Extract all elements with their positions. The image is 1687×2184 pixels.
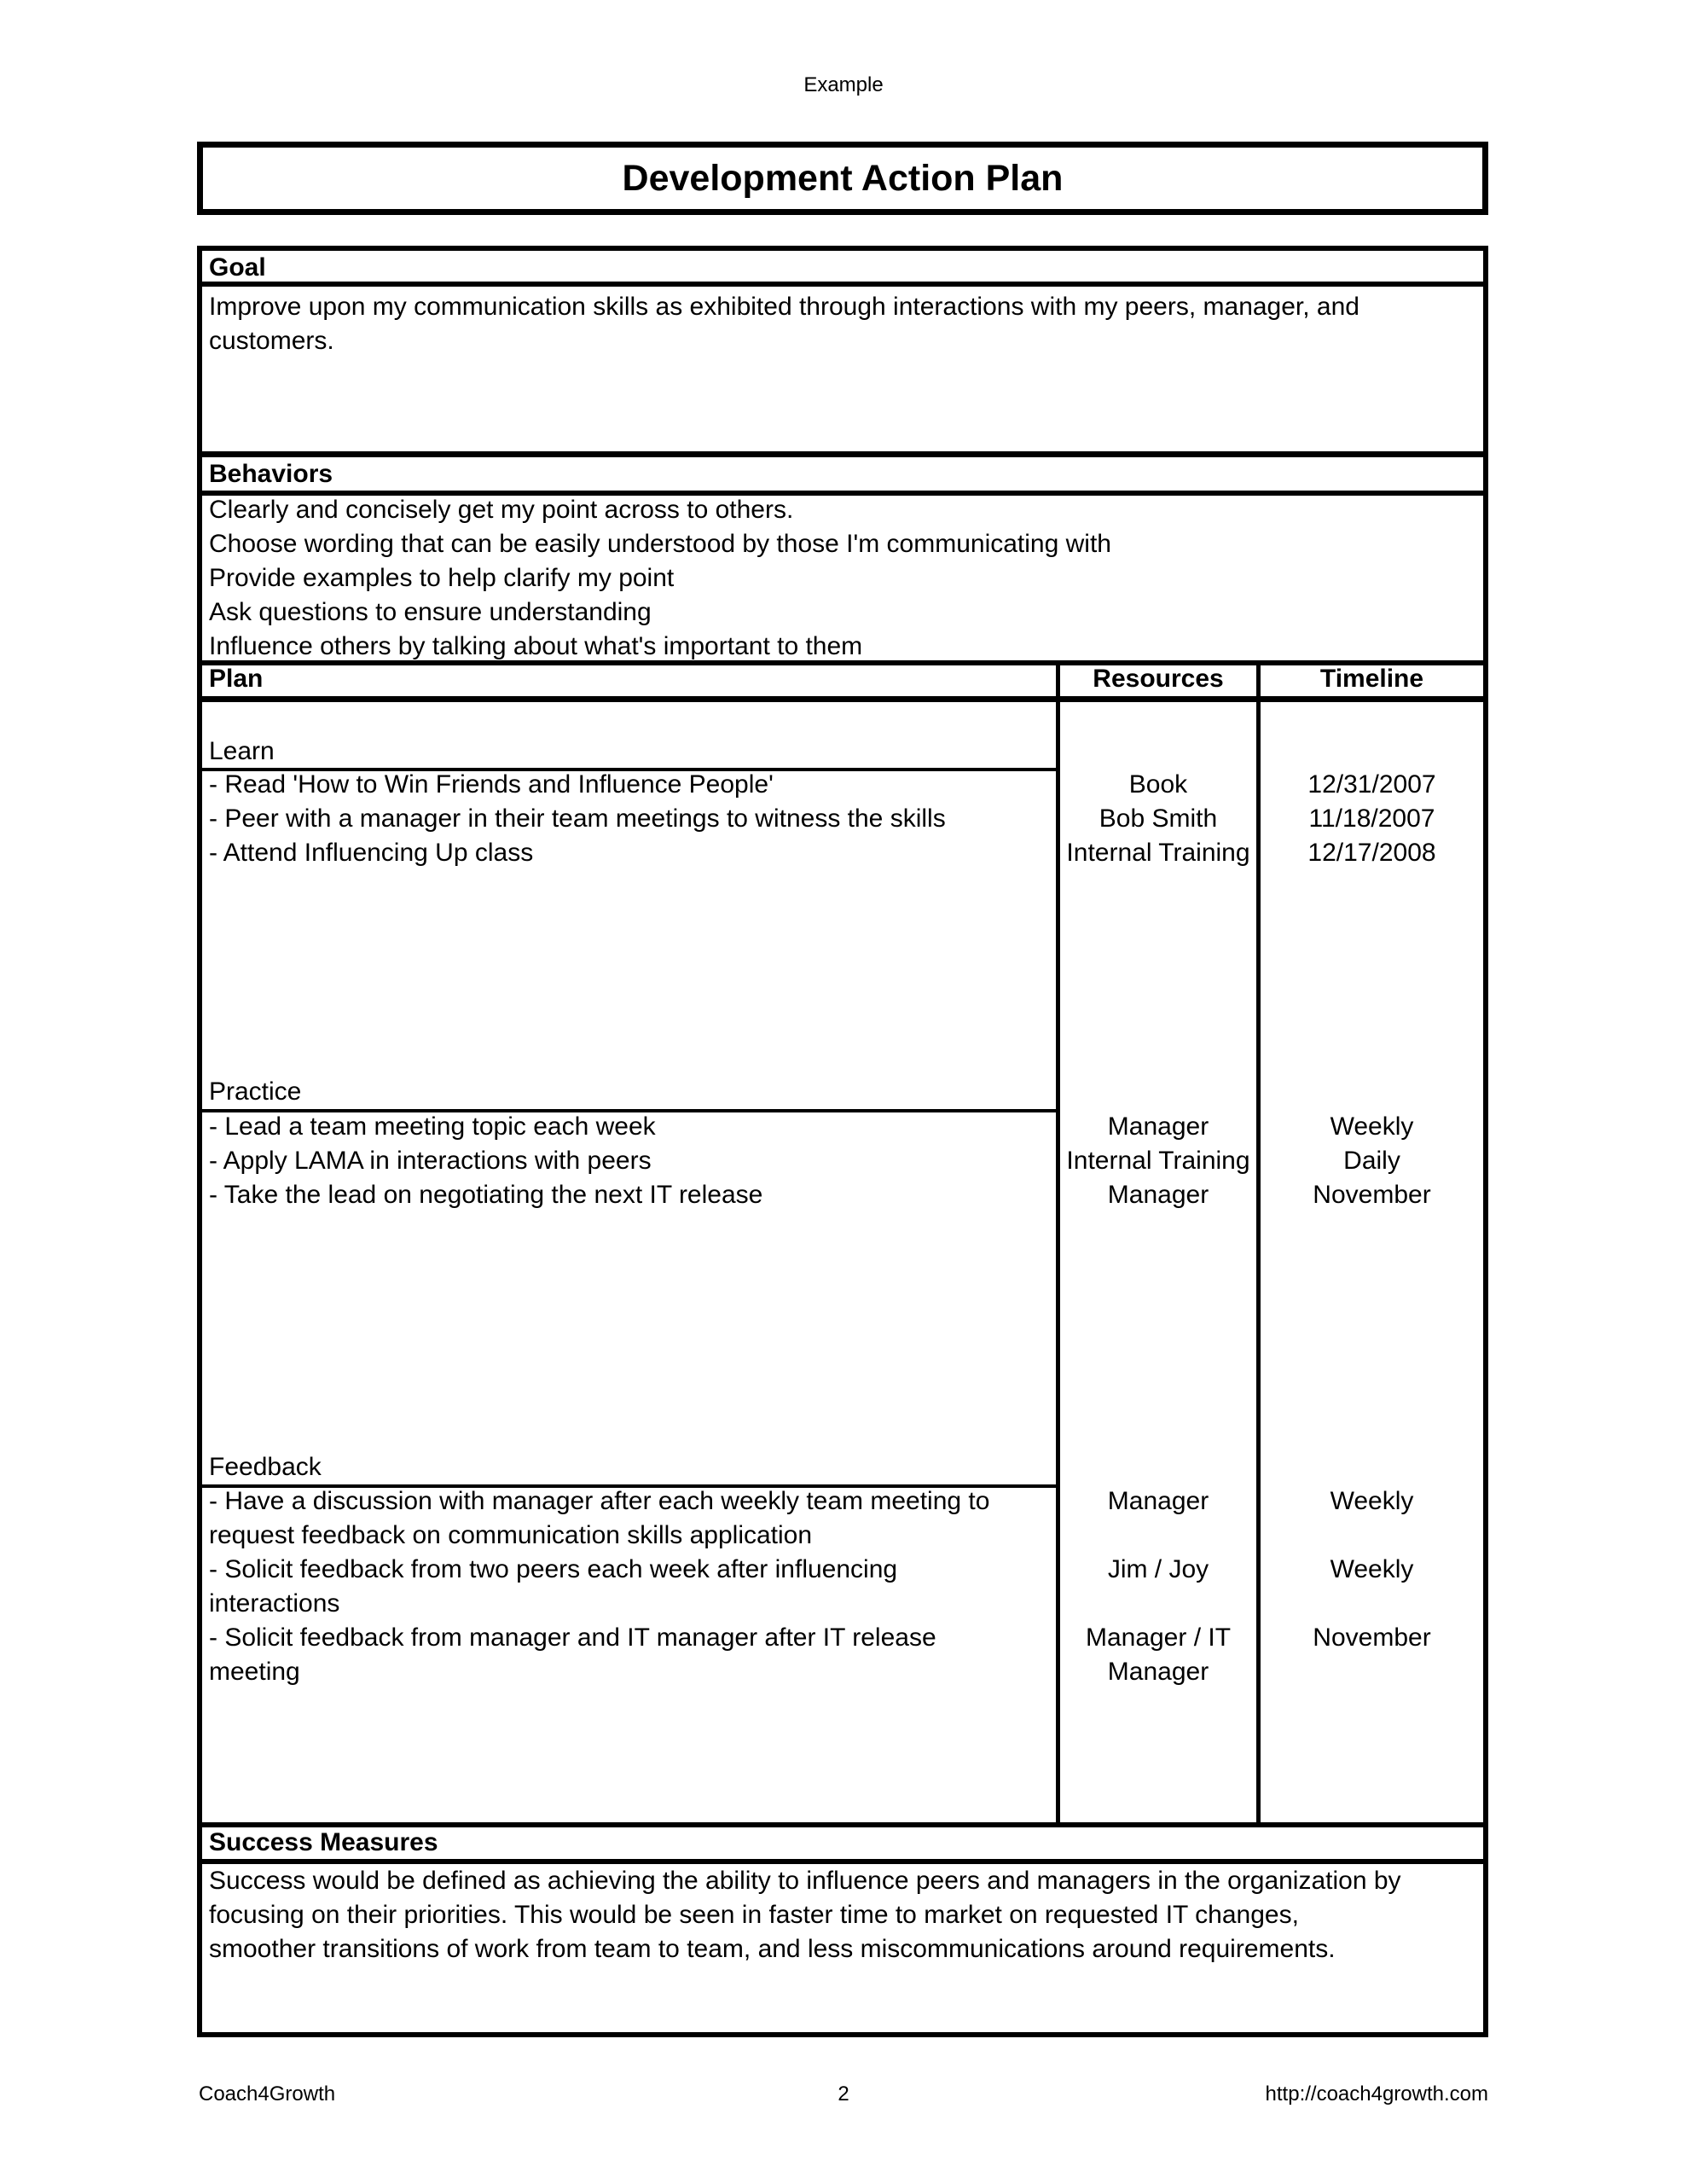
learn-timeline <box>1261 768 1483 870</box>
behavior-item: Choose wording that can be easily understood by those I'm communicating with <box>209 530 1111 558</box>
spacer <box>1261 1519 1483 1553</box>
timeline-cell: Weekly <box>1330 1112 1414 1141</box>
plan-item: - Have a discussion with manager after each weekly team meeting to <box>209 1487 990 1515</box>
plan-item-continued: interactions <box>209 1589 340 1618</box>
goal-line: Improve upon my communication skills as exhibited through interactions with my peers, manager, and <box>209 293 1359 321</box>
behavior-item: Influence others by talking about what's important to them <box>209 632 863 660</box>
plan-header: Plan <box>209 665 264 693</box>
resources-header: Resources <box>1093 665 1224 693</box>
resource-cell: Bob Smith <box>1099 804 1218 833</box>
success-measures-text <box>209 1864 1401 1966</box>
practice-timeline <box>1261 1110 1483 1212</box>
plan-item: - Read 'How to Win Friends and Influence People' <box>209 770 774 799</box>
plan-item: - Lead a team meeting topic each week <box>209 1112 656 1141</box>
success-line: focusing on their priorities. This would be seen in faster time to market on requested IT changes, <box>209 1901 1299 1929</box>
timeline-cell: 11/18/2007 <box>1308 804 1435 833</box>
plan-item: - Solicit feedback from two peers each week after influencing <box>209 1555 898 1583</box>
timeline-header: Timeline <box>1319 665 1424 693</box>
plan-item-continued: meeting <box>209 1658 300 1686</box>
page-header: Example <box>803 73 884 96</box>
action-plan-form <box>197 246 1488 2037</box>
feedback-items <box>209 1484 989 1689</box>
footer-company: Coach4Growth <box>199 2082 336 2106</box>
timeline-cell: 12/17/2008 <box>1307 839 1436 867</box>
timeline-cell: 12/31/2007 <box>1307 770 1436 799</box>
behaviors-list <box>209 493 1111 664</box>
footer-url[interactable]: http://coach4growth.com <box>1265 2082 1488 2106</box>
feedback-timeline <box>1261 1484 1483 1655</box>
timeline-cell: Weekly <box>1330 1555 1414 1583</box>
learn-items <box>209 768 946 870</box>
practice-label: Practice <box>209 1077 302 1106</box>
page-title: Development Action Plan <box>622 158 1064 199</box>
goal-label: Goal <box>209 253 266 282</box>
timeline-cell: Daily <box>1343 1147 1400 1175</box>
timeline-cell: Weekly <box>1330 1487 1414 1515</box>
learn-label: Learn <box>209 737 275 765</box>
practice-resources <box>1060 1110 1256 1212</box>
success-line: Success would be defined as achieving the ability to influence peers and managers in the organization by <box>209 1867 1401 1895</box>
practice-items <box>209 1110 762 1212</box>
timeline-cell: November <box>1313 1623 1431 1652</box>
feedback-label: Feedback <box>209 1453 322 1481</box>
goal-line: customers. <box>209 327 334 355</box>
divider <box>202 696 1483 702</box>
plan-item: - Solicit feedback from manager and IT manager after IT release <box>209 1623 936 1652</box>
divider <box>202 282 1483 287</box>
title-box <box>197 142 1488 215</box>
goal-text <box>209 290 1359 358</box>
behaviors-label: Behaviors <box>209 460 333 488</box>
behavior-item: Ask questions to ensure understanding <box>209 598 652 626</box>
divider <box>202 451 1483 457</box>
resource-cell <box>1060 1519 1256 1553</box>
plan-item: - Take the lead on negotiating the next IT release <box>209 1181 763 1209</box>
resource-cell: Manager <box>1107 1112 1209 1141</box>
footer-page-number: 2 <box>838 2082 849 2106</box>
resource-cell: Manager <box>1107 1658 1209 1686</box>
plan-item: - Peer with a manager in their team meetings to witness the skills <box>209 804 946 833</box>
success-line: smoother transitions of work from team to team, and less miscommunications around requirements. <box>209 1935 1336 1963</box>
plan-item: - Attend Influencing Up class <box>209 839 534 867</box>
resource-cell <box>1060 1587 1256 1621</box>
spacer <box>1261 1587 1483 1621</box>
success-measures-label: Success Measures <box>209 1828 438 1856</box>
timeline-cell: November <box>1313 1181 1431 1209</box>
plan-item: - Apply LAMA in interactions with peers <box>209 1147 652 1175</box>
behavior-item: Provide examples to help clarify my point <box>209 564 675 592</box>
resource-cell: Internal Training <box>1066 839 1250 867</box>
resource-cell: Book <box>1128 770 1188 799</box>
resource-cell: Manager <box>1107 1181 1209 1209</box>
resource-cell: Internal Training <box>1066 1147 1250 1175</box>
resource-cell: Manager / IT <box>1085 1623 1232 1652</box>
resource-cell: Manager <box>1107 1487 1209 1515</box>
plan-item-continued: request feedback on communication skills application <box>209 1521 813 1549</box>
learn-resources <box>1060 768 1256 870</box>
resource-cell: Jim / Joy <box>1107 1555 1209 1583</box>
behavior-item: Clearly and concisely get my point across to others. <box>209 496 794 524</box>
feedback-resources <box>1060 1484 1256 1689</box>
